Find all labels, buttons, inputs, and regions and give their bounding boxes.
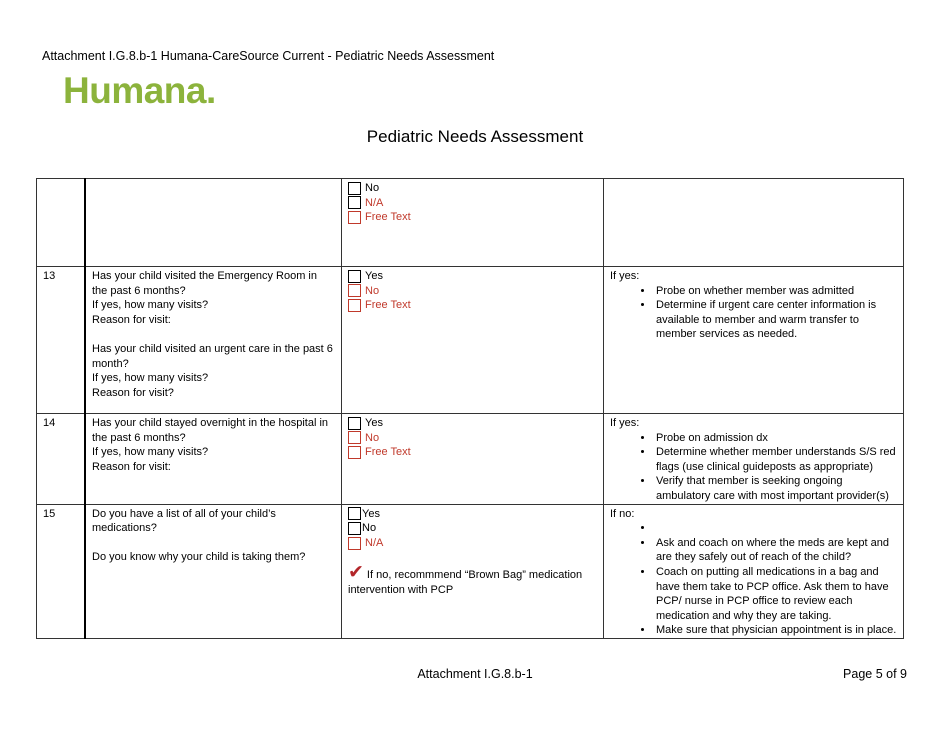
options-cell — [342, 179, 604, 267]
attachment-header: Attachment I.G.8.b-1 Humana-CareSource Current - Pediatric Needs Assessment — [42, 49, 495, 63]
option-label: Free Text — [365, 446, 411, 459]
option-label: No — [365, 182, 380, 194]
options-cell — [342, 504, 604, 638]
checkbox[interactable] — [348, 299, 361, 312]
option-free-text[interactable] — [348, 445, 597, 460]
page-number: Page 5 of 9 — [843, 667, 907, 681]
checkbox[interactable] — [348, 211, 361, 224]
row-number: 15 — [37, 504, 86, 638]
row-number: 13 — [37, 267, 86, 414]
question-line: Do you have a list of all of your child’s medications? — [92, 507, 276, 535]
guidance-item — [654, 521, 897, 536]
option-na[interactable] — [348, 196, 597, 211]
guidance-list — [610, 521, 897, 638]
option-label: Free Text — [365, 299, 411, 312]
checkbox[interactable] — [348, 417, 361, 430]
humana-logo — [63, 70, 216, 112]
checkmark-icon: ✔ — [348, 561, 364, 583]
checkbox[interactable] — [348, 446, 361, 459]
guidance-cell — [604, 179, 904, 267]
option-label: Yes — [365, 417, 383, 429]
guidance-item: • Ask and coach on where the meds are kept and are they safely out of reach of the child? — [654, 536, 897, 565]
option-label: No — [365, 431, 380, 444]
guidance-cell — [604, 504, 904, 638]
question-spacer — [92, 536, 335, 551]
question-line: Do you know why your child is taking them? — [92, 551, 306, 564]
checkbox[interactable] — [348, 507, 361, 520]
guidance-item: • Determine whether member understands S/S red flags (use clinical guideposts as appropriate) — [654, 445, 897, 474]
checkbox[interactable] — [348, 537, 361, 550]
logo-text: Humana — [63, 70, 206, 111]
question-cell — [85, 504, 342, 638]
footer-attachment: Attachment I.G.8.b-1 — [417, 667, 533, 681]
guidance-item: • Probe on admission dx — [654, 431, 897, 446]
logo-dot: . — [205, 70, 216, 111]
question-line: Reason for visit: — [92, 460, 171, 473]
question-cell — [85, 414, 342, 505]
question-line: If yes, how many visits? — [92, 446, 209, 459]
option-label: No — [362, 522, 377, 535]
guidance-item: • Coach on putting all medications in a bag and have them take to PCP office. Ask them to have PCP/ nurse in PCP office to review each medication and why they are taking. — [654, 565, 897, 623]
guidance-intro: If no: — [610, 507, 635, 520]
row-number — [37, 179, 86, 267]
guidance-cell — [604, 267, 904, 414]
checkbox[interactable] — [348, 284, 361, 297]
question-line: Reason for visit: — [92, 313, 171, 326]
option-na[interactable] — [348, 536, 597, 551]
options-cell — [342, 414, 604, 505]
checkbox[interactable] — [348, 182, 361, 195]
guidance-cell — [604, 414, 904, 505]
guidance-item: • Determine if urgent care center information is available to member and warm transfer to member services as needed. — [654, 298, 897, 342]
question-line: Has your child stayed overnight in the hospital in the past 6 months? — [92, 417, 329, 444]
question-line: If yes, how many visits? — [92, 372, 209, 385]
option-yes[interactable] — [348, 269, 597, 284]
question-cell — [85, 267, 342, 414]
option-no[interactable] — [348, 521, 597, 536]
option-label: N/A — [365, 196, 384, 209]
guidance-list — [610, 284, 897, 342]
table-row — [37, 267, 904, 414]
brown-bag-note — [348, 561, 597, 597]
option-yes[interactable] — [348, 507, 597, 522]
question-line: If yes, how many visits? — [92, 299, 209, 312]
note-text: If no, recommmend “Brown Bag” medication intervention with PCP — [348, 568, 583, 596]
guidance-intro: If yes: — [610, 417, 640, 429]
table-row — [37, 504, 904, 638]
page-title: Pediatric Needs Assessment — [366, 127, 584, 146]
question-cell — [85, 179, 342, 267]
option-no[interactable] — [348, 284, 597, 299]
options-cell — [342, 267, 604, 414]
question-line: Reason for visit? — [92, 386, 174, 399]
question-spacer — [92, 327, 335, 342]
checkbox[interactable] — [348, 431, 361, 444]
guidance-intro: If yes: — [610, 270, 640, 282]
row-number: 14 — [37, 414, 86, 505]
option-yes[interactable] — [348, 416, 597, 431]
option-free-text[interactable] — [348, 210, 597, 225]
option-free-text[interactable] — [348, 298, 597, 313]
question-line: Has your child visited an urgent care in the past 6 month? — [92, 342, 333, 370]
option-label: Free Text — [365, 211, 411, 224]
option-no[interactable] — [348, 431, 597, 446]
option-no[interactable] — [348, 181, 597, 196]
options-spacer — [348, 550, 597, 565]
assessment-table — [36, 178, 904, 639]
table-row — [37, 179, 904, 267]
checkbox[interactable] — [348, 522, 361, 535]
table-row — [37, 414, 904, 505]
checkbox[interactable] — [348, 196, 361, 209]
checkbox[interactable] — [348, 270, 361, 283]
guidance-item: • Make sure that physician appointment is in place. — [654, 623, 897, 638]
question-line: Has your child visited the Emergency Room in the past 6 months? — [92, 270, 317, 297]
option-label: No — [365, 284, 380, 297]
option-label: Yes — [362, 507, 380, 520]
option-label: Yes — [365, 270, 383, 282]
guidance-item: • Verify that member is seeking ongoing ambulatory care with most important provider(s) — [654, 474, 897, 503]
option-label: N/A — [365, 536, 384, 549]
guidance-item: • Probe on whether member was admitted — [654, 284, 897, 299]
guidance-list — [610, 431, 897, 504]
